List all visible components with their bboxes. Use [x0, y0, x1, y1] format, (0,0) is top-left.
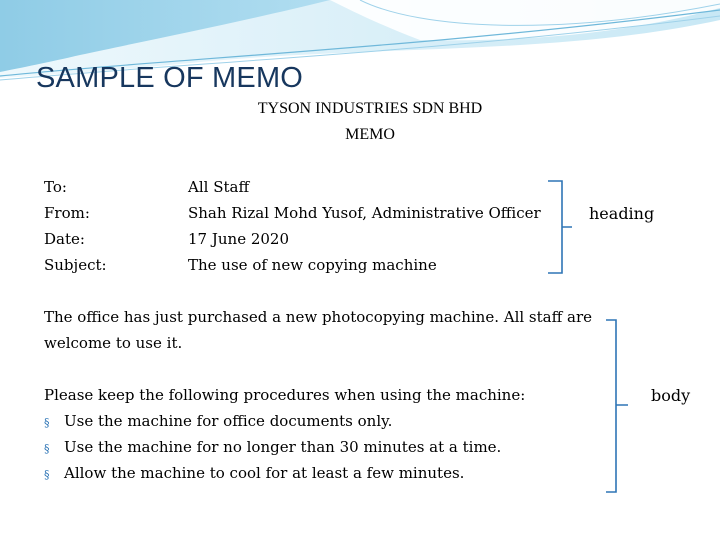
heading-bracket [548, 181, 572, 273]
memo-label: MEMO [345, 126, 395, 143]
list-item [44, 438, 501, 456]
field-label-from: From: [44, 204, 90, 222]
bullet-icon: § [44, 416, 50, 429]
field-value-date: 17 June 2020 [188, 230, 290, 248]
field-value-from: Shah Rizal Mohd Yusof, Administrative Officer [188, 204, 541, 222]
list-item-text: Use the machine for no longer than 30 minutes at a time. [64, 438, 502, 456]
field-value-subject: The use of new copying machine [188, 256, 437, 274]
body-paragraph-line-2: welcome to use it. [44, 334, 183, 352]
body-annotation-label: body [651, 386, 691, 405]
list-item-text: Use the machine for office documents only. [64, 412, 393, 430]
list-item-text: Allow the machine to cool for at least a few minutes. [64, 464, 465, 482]
field-label-subject: Subject: [44, 256, 107, 274]
bullet-icon: § [44, 468, 50, 481]
field-label-to: To: [44, 178, 67, 196]
list-item [44, 464, 464, 482]
body-paragraph-line-1: The office has just purchased a new photocopying machine. All staff are [44, 308, 593, 326]
body-bracket [606, 320, 628, 492]
list-item [44, 412, 392, 430]
company-name: TYSON INDUSTRIES SDN BHD [257, 100, 483, 117]
procedures-intro: Please keep the following procedures when using the machine: [44, 386, 526, 404]
field-label-date: Date: [44, 230, 85, 248]
field-value-to: All Staff [188, 178, 250, 196]
slide-title: SAMPLE OF MEMO [36, 62, 304, 94]
bullet-icon: § [44, 442, 50, 455]
heading-annotation-label: heading [589, 204, 655, 223]
